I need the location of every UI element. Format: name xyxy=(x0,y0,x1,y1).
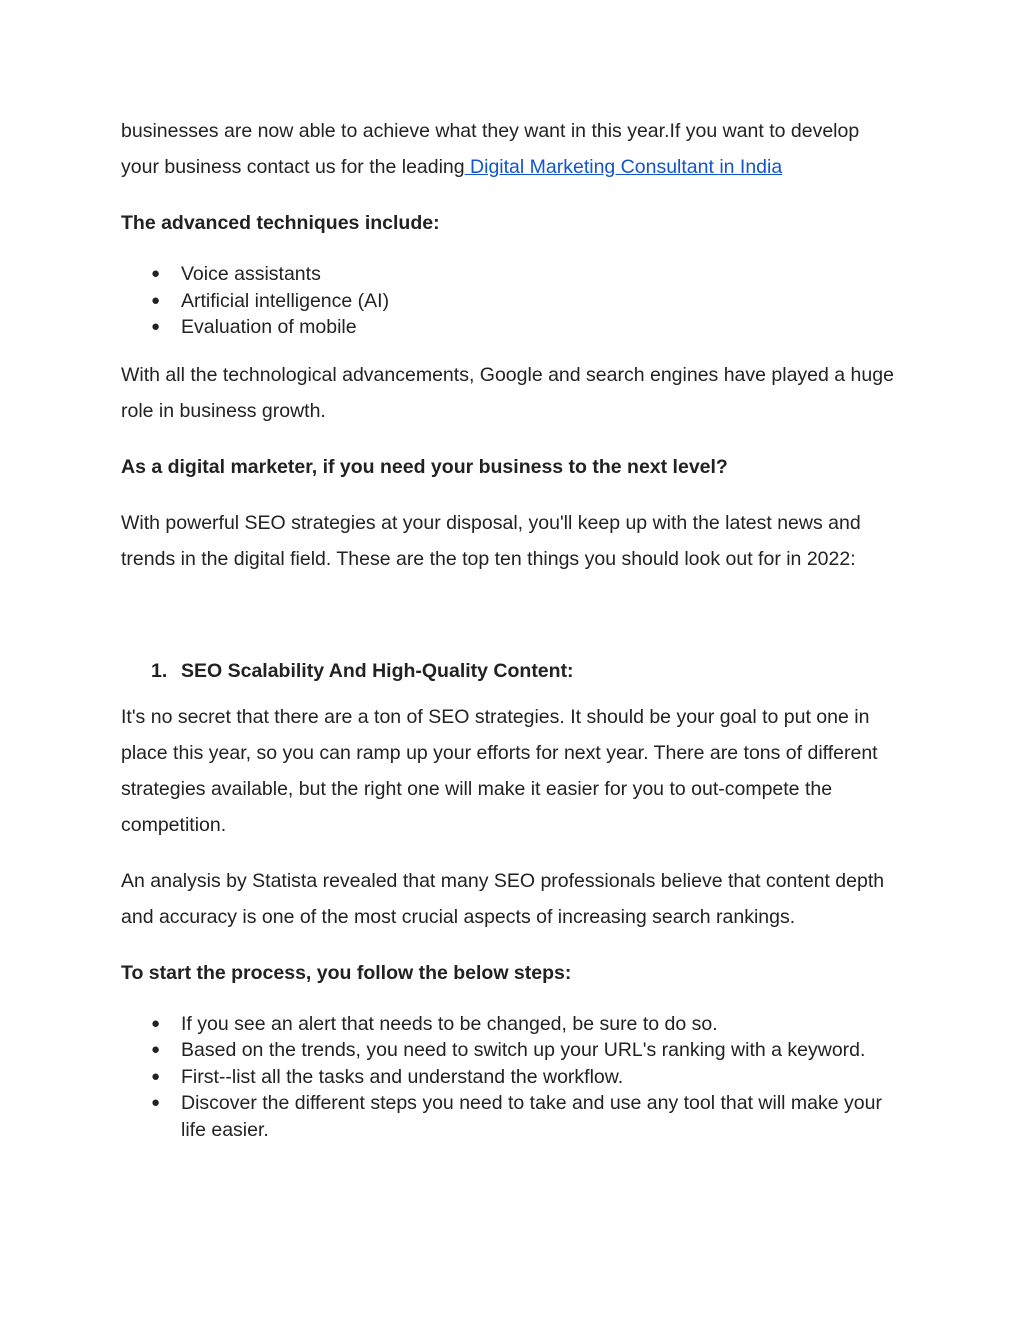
techniques-list xyxy=(121,261,911,341)
question-heading: As a digital marketer, if you need your business to the next level? xyxy=(121,455,728,478)
intro-line-1: businesses are now able to achieve what they want in this year.If you want to develop xyxy=(121,120,860,142)
digital-marketing-consultant-link[interactable]: Digital Marketing Consultant in India xyxy=(464,156,783,178)
list-item: ● First--list all the tasks and understand the workflow. xyxy=(121,1064,911,1091)
list-item: ● Artificial intelligence (AI) xyxy=(121,288,911,315)
list-item: ● If you see an alert that needs to be changed, be sure to do so. xyxy=(121,1011,911,1038)
intro-line-2: your business contact us for the leading xyxy=(121,156,465,178)
document-body xyxy=(121,113,911,1143)
seo-strategies-paragraph: With powerful SEO strategies at your disposal, you'll keep up with the latest news and trends in the digital field. These are the top ten things you should look out for in 2022: xyxy=(121,511,861,570)
section-number: 1. xyxy=(151,659,168,682)
technology-paragraph: With all the technological advancements, Google and search engines have played a huge role in business growth. xyxy=(121,363,894,422)
list-item: ● Based on the trends, you need to switch up your URL's ranking with a keyword. xyxy=(121,1037,911,1064)
bullet-icon: ● xyxy=(151,291,161,309)
intro-paragraph xyxy=(121,113,911,185)
section-heading-1 xyxy=(121,653,911,689)
list-item: ● Voice assistants xyxy=(121,261,911,288)
bullet-icon: ● xyxy=(151,1067,161,1085)
section-title: SEO Scalability And High-Quality Content: xyxy=(181,659,574,682)
list-item: ● Discover the different steps you need to take and use any tool that will make your life easier. xyxy=(151,1092,882,1141)
bullet-icon: ● xyxy=(151,265,161,282)
section-list xyxy=(121,653,911,689)
seo-secret-paragraph: It's no secret that there are a ton of SEO strategies. It should be your goal to put one in place this year, so you can ramp up your efforts for next year. There are tons of different strategies available, but the right one will make it easier for you to out-compete the competition. xyxy=(121,705,878,836)
steps-list xyxy=(121,1011,911,1144)
bullet-icon: ● xyxy=(151,1014,161,1032)
bullet-icon: ● xyxy=(151,1094,161,1111)
steps-heading: To start the process, you follow the below steps: xyxy=(121,961,572,984)
statista-paragraph: An analysis by Statista revealed that many SEO professionals believe that content depth and accuracy is one of the most crucial aspects of increasing search rankings. xyxy=(121,869,885,928)
list-item: ● Evaluation of mobile xyxy=(121,314,911,341)
bullet-icon: ● xyxy=(151,318,161,335)
techniques-heading: The advanced techniques include: xyxy=(121,212,440,234)
bullet-icon: ● xyxy=(151,1041,161,1058)
